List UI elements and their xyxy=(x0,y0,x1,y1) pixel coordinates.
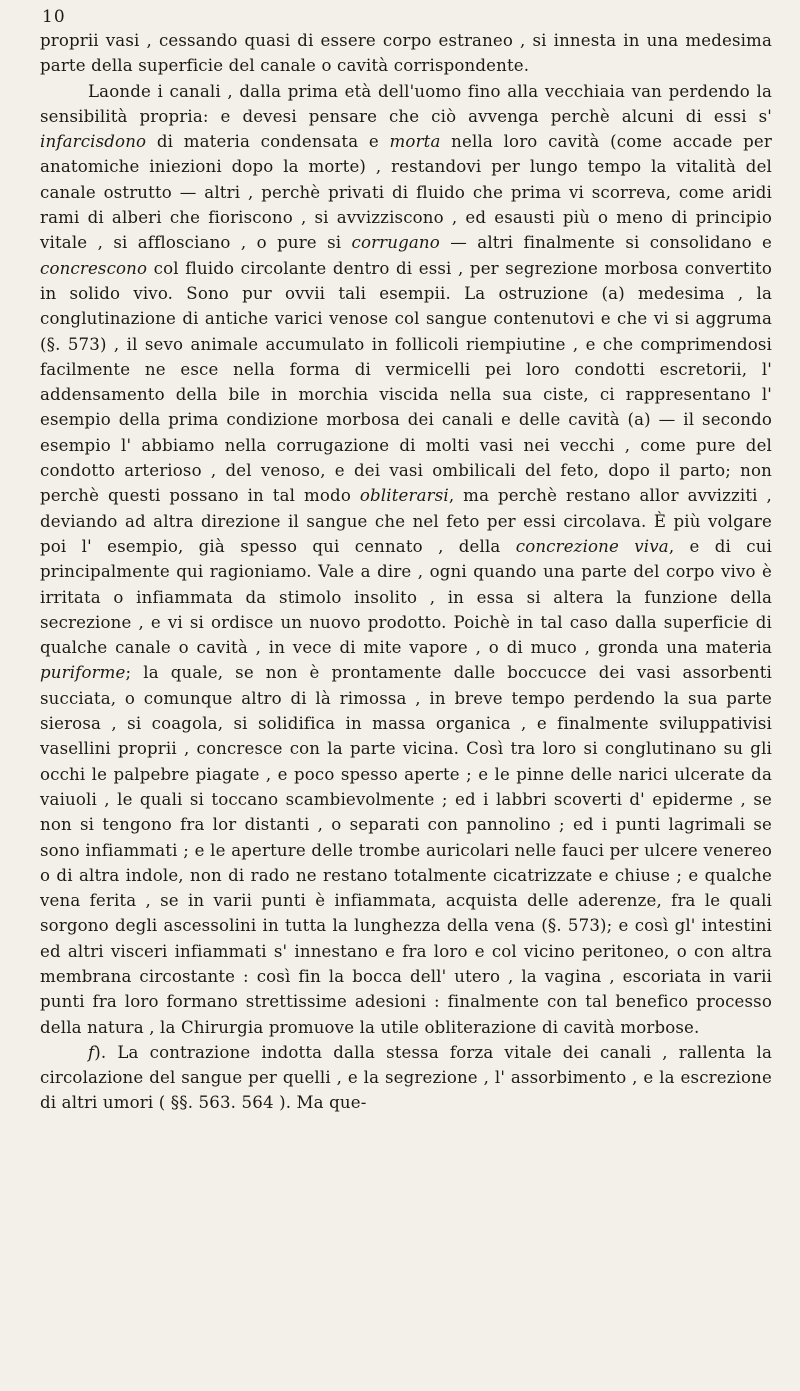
paragraph xyxy=(40,79,772,1040)
text-run: ). La contrazione indotta dalla stessa forza vitale dei canali , rallenta la circolazione del sangue per quelli , e la segrezione , l' assorbimento , e la escrezione di altri umori ( §§. 563. 564 ). Ma que- xyxy=(40,1042,772,1113)
text-run: nella loro cavità (come accade per anatomiche iniezioni dopo la morte) , restandovi per lungo tempo la vitalità del canale ostrutto — altri , perchè privati di fluido che prima vi scorreva, come aridi rami di alberi che fioriscono , si avvizziscono , ed esausti più o meno di principio vitale , si afflosciano , o pure si xyxy=(40,132,772,253)
italic-text: infarcisdono xyxy=(40,132,147,152)
text-run: , ma perchè restano allor avvizziti , deviando ad altra direzione il sangue che nel feto per essi circolava. È più volgare poi l' esempio, già spesso qui cennato , della xyxy=(40,486,772,556)
text-run: Laonde i canali , dalla prima età dell'uomo fino alla vecchiaia van perdendo la sensibilità propria: e devesi pensare che ciò avvenga perchè alcuni di essi s' xyxy=(40,81,772,126)
page-body xyxy=(40,28,772,1116)
text-run: proprii vasi , cessando quasi di essere corpo estraneo , si innesta in una medesima parte della superficie del canale o cavità corrispondente. xyxy=(40,31,772,76)
text-run: ; la quale, se non è prontamente dalle boccucce dei vasi assorbenti succiata, o comunque altro di là rimossa , in breve tempo perdendo la sua parte sierosa , si coagola, si solidifica in massa organica , e finalmente sviluppativisi vasellini proprii , concresce con la parte vicina. Così tra loro si conglutinano su gli occhi le palpebre piagate , e poco spesso aperte ; e le pinne delle narici ulcerate da vaiuoli , le quali si toccano scambievolmente ; ed i labbri scoverti d' epiderme , se non si tengono fra lor distanti , o separati con pannolino ; ed i punti lagrimali se sono infiammati ; e le aperture delle trombe auricolari nelle fauci per ulcere venereo o di altra indole, non di rado ne restano totalmente cicatrizzate e chiuse ; e qualche vena ferita , se in varii punti è infiammata, acquista delle aderenze, fra le quali sorgono degli ascessolini in tutta la lunghezza della vena (§. 573); e così gl' intestini ed altri visceri infiammati s' innestano e fra loro e col vicino peritoneo, o con altra membrana circostante : così fin la bocca dell' utero , la vagina , escoriata in varii punti fra loro formano strettissime adesioni : finalmente con tal benefico processo della natura , la Chirurgia promuove la utile obliterazione di cavità morbose. xyxy=(40,663,772,1037)
italic-text: corrugano xyxy=(351,233,440,253)
paragraph xyxy=(40,28,772,79)
italic-text: obliterarsi xyxy=(359,486,449,506)
text-run: di materia condensata e xyxy=(146,132,390,152)
paragraph xyxy=(40,1040,772,1116)
italic-text: concrescono xyxy=(40,258,148,278)
page-number: 10 xyxy=(42,7,66,27)
italic-text: morta xyxy=(389,132,441,152)
text-run: col fluido circolante dentro di essi , per segrezione morbosa convertito in solido vivo. Sono pur ovvii tali esempii. La ostruzione (a) medesima , la conglutinazione di antiche varici venose col sangue contenutovi e che vi si aggruma (§. 573) , il sevo animale accumulato in follicoli riempiutine , e che comprimendosi facilmente ne esce nella forma di vermicelli pei loro condotti escretorii, l' addensamento della bile in morchia viscida nella sua ciste, ci rappresentano l' esempio della prima condizione morbosa dei canali e delle cavità (a) — il secondo esempio l' abbiamo nella corrugazione di molti vasi nei vecchi , come pure del condotto arterioso , del venoso, e dei vasi ombilicali del feto, dopo il parto; non perchè questi possano in tal modo xyxy=(40,258,772,506)
italic-text: f xyxy=(88,1042,95,1062)
text-run: , e di cui principalmente qui ragioniamo. Vale a dire , ogni quando una parte del corpo vivo è irritata o infiammata da stimolo insolito , in essa si altera la funzione della secrezione , e vi si ordisce un nuovo prodotto. Poichè in tal caso dalla superficie di qualche canale o cavità , in vece di mite vapore , o di muco , gronda una materia xyxy=(40,536,773,658)
text-run: — altri finalmente si consolidano e xyxy=(439,233,772,253)
italic-text: puriforme xyxy=(40,663,126,683)
italic-text: concrezione viva xyxy=(515,536,669,556)
